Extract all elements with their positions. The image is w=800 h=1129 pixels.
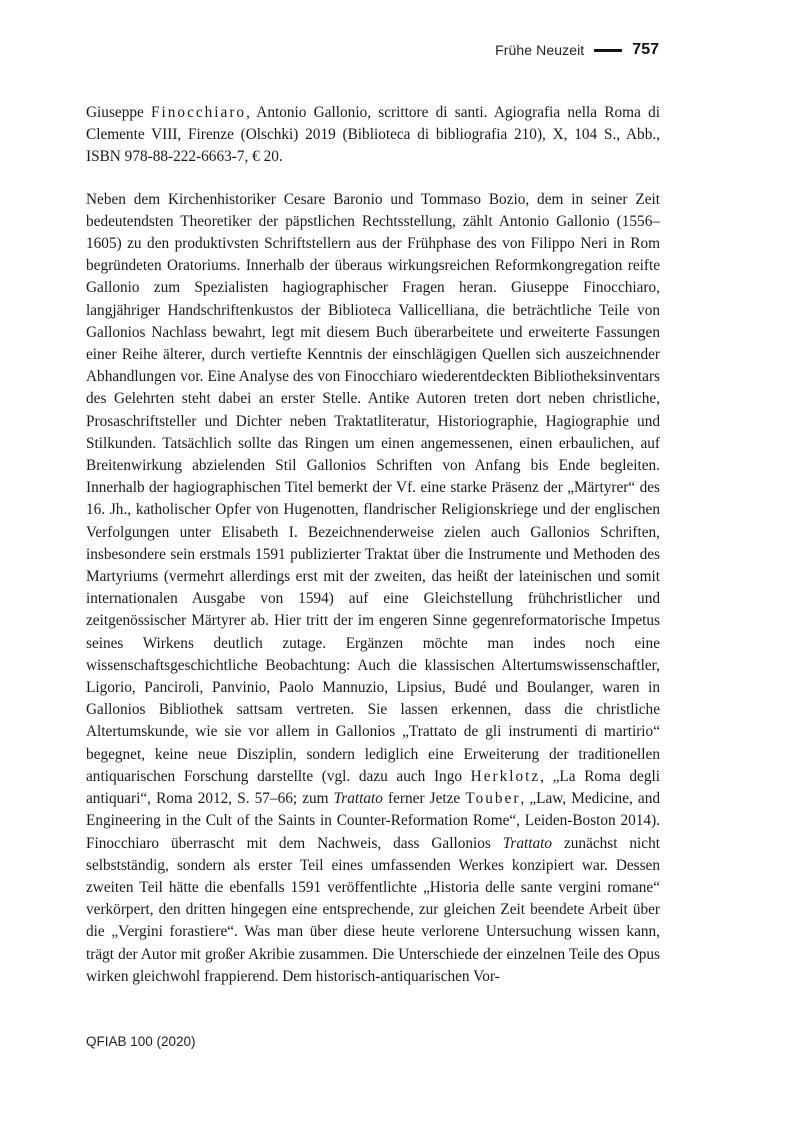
body-text-2: , „La Roma degli antiquari“, Roma 2012, S. 57–66; zum	[86, 767, 660, 808]
review-body	[86, 189, 660, 988]
italic-title: Trattato	[333, 790, 383, 808]
author-name-herklotz: Herklotz	[470, 767, 541, 785]
author-last-name: Finocchiaro	[151, 104, 247, 121]
section-title: Frühe Neuzeit	[495, 42, 585, 58]
author-first-name: Giuseppe	[86, 104, 144, 121]
journal-footer: QFIAB 100 (2020)	[86, 1034, 196, 1049]
page-number: 757	[632, 41, 659, 58]
body-text-3: ferner Jetze	[382, 790, 466, 808]
body-text-1: Neben dem Kirchenhistoriker Cesare Baronio und Tommaso Bozio, dem in seiner Zeit bedeutendsten Theoretiker der päpstlichen Rechtsstellung, zählt Antonio Gallonio (1556–1605) zu den produktivsten Schriftstellern aus der Frühphase des von Filippo Neri in Rom begründeten Oratoriums. Innerhalb der überaus wirkungsreichen Reformkongregation reifte Gallonio zum Spezialisten hagiographischer Fragen heran. Giuseppe Finocchiaro, langjähriger Handschriftenkustos der Biblioteca Vallicelliana, die beträchtliche Teile von Gallonios Nachlass bewahrt, legt mit diesem Buch überarbeitete und erweiterte Fassungen einer Reihe älterer, durch vertiefte Kenntnis der einschlägigen Quellen sich auszeichnender Abhandlungen vor. Eine Analyse des von Finocchiaro wiederentdeckten Bibliotheksinventars des Gelehrten steht dabei an erster Stelle. Antike Autoren treten dort neben christliche, Prosaschriftsteller und Dichter neben Traktatliteratur, Historiographie, Hagiographie und Stilkunden. Tatsächlich sollte das Ringen um einen angemessenen, einen erbaulichen, auf Breitenwirkung abzielenden Stil Gallonios Schriften von Anfang bis Ende begleiten. Innerhalb der hagiographischen Titel bemerkt der Vf. eine starke Präsenz der „Märtyrer“ des 16. Jh., katholischer Opfer von Hugenotten, flandrischer Religionskriege und der englischen Verfolgungen unter Elisabeth I. Bezeichnenderweise zielen auch Gallonios Schriften, insbesondere sein erstmals 1591 publizierter Traktat über die Instrumente und Methoden des Martyriums (vermehrt allerdings erst mit der zweiten, das heißt der lateinischen und somit internationalen Ausgabe von 1594) auf eine Gleichstellung frühchristlicher und zeitgenössischer Märtyrer ab. Hier tritt der im engeren Sinne gegenreformatorische Impetus seines Wirkens deutlich zutage. Ergänzen möchte man indes noch eine wissenschaftsgeschichtliche Beobachtung: Auch die klassischen Altertumswissenschaftler, Ligorio, Panciroli, Panvinio, Paolo Mannuzio, Lipsius, Budé und Boulanger, waren in Gallonios Bibliothek sattsam vertreten. Sie lassen erkennen, dass die christliche Altertumskunde, wie sie vor allem in Gallonios „Trattato de gli instrumenti di martirio“ begegnet, keine neue Disziplin, sondern lediglich eine Erweiterung der traditionellen antiquarischen Forschung darstellte (vgl. dazu auch Ingo	[86, 190, 660, 785]
citation-details: , Antonio Gallonio, scrittore di santi. Agiografia nella Roma di Clemente VIII, Firenze (Olschki) 2019 (Biblioteca di bibliografia 210), X, 104 S., Abb., ISBN 978-88-222-6663-7, € 20.	[86, 104, 660, 166]
italic-title: Trattato	[502, 834, 553, 852]
body-text-4: , „Law, Medicine, and Engineering in the Cult of the Saints in Counter-Reformation Rome“, Leiden-Boston 2014). Finocchiaro überrascht mit dem Nachweis, dass Gallonios	[86, 790, 660, 852]
author-name-touber: Touber	[465, 790, 521, 808]
paragraph-gap	[86, 169, 660, 189]
header-rule	[594, 49, 622, 52]
main-content	[86, 102, 660, 988]
book-citation	[86, 102, 660, 169]
running-header	[495, 41, 659, 59]
body-text-5: zunächst nicht selbstständig, sondern als erster Teil eines umfassenden Werkes konzipiert war. Dessen zweiten Teil hätte die ebenfalls 1591 veröffentlichte „Historia delle sante vergini romane“ verkörpert, den dritten hingegen eine entsprechende, zur gleichen Zeit beendete Arbeit über die „Vergini forastiere“. Was man über diese heute verlorene Untersuchung wissen kann, trägt der Autor mit großer Akribie zusammen. Die Unterschiede der einzelnen Teile des Opus wirken gleichwohl frappierend. Dem historisch-antiquarischen Vor-	[86, 834, 660, 985]
